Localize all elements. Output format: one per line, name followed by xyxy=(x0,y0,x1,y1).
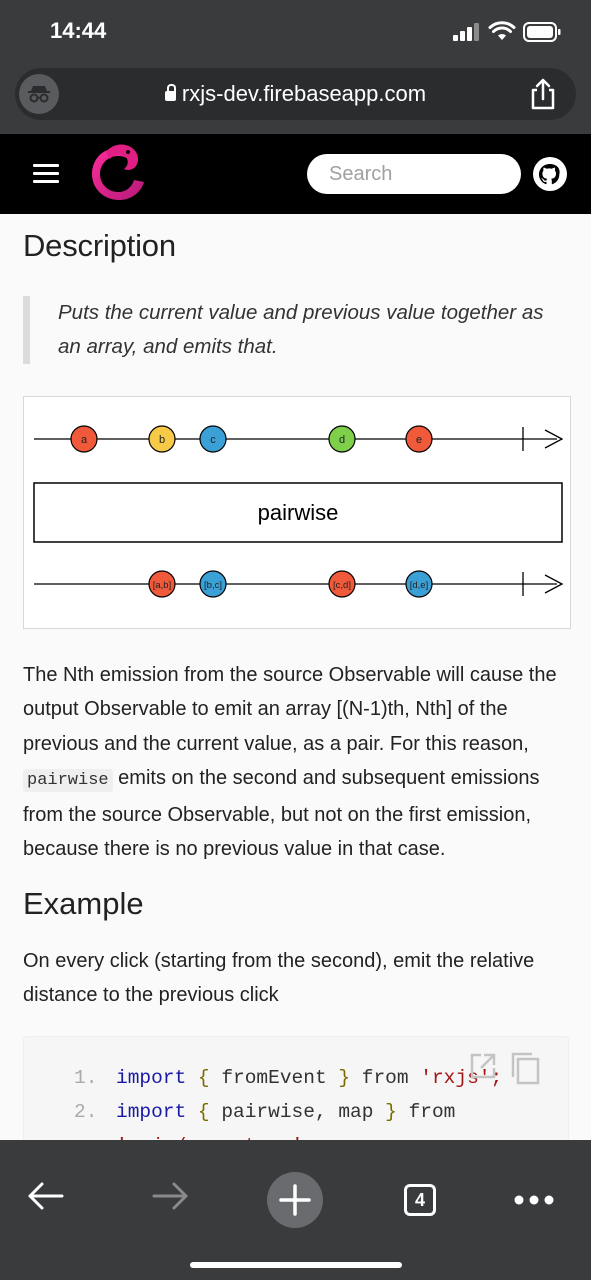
pair-marble-label: [a,b] xyxy=(152,580,172,591)
marble-svg xyxy=(24,397,570,628)
marble-label: b xyxy=(158,434,166,446)
url-domain: rxjs-dev.firebaseapp.com xyxy=(181,81,427,106)
para-text-1: The Nth emission from the source Observable will cause the output Observable to emit an array [(N-1)th, Nth] of the previous and the current value, as a pair. For this reason, xyxy=(23,664,557,755)
forward-button[interactable] xyxy=(142,1168,198,1224)
status-icons xyxy=(453,20,561,44)
marble-diagram xyxy=(23,396,571,629)
share-icon[interactable] xyxy=(528,78,558,110)
more-button[interactable] xyxy=(506,1172,562,1228)
marble-label: a xyxy=(80,434,88,446)
browser-url-area xyxy=(0,62,591,134)
plus-icon xyxy=(279,1184,311,1216)
open-external-icon[interactable] xyxy=(468,1051,498,1081)
marble-label: c xyxy=(210,434,216,446)
back-button[interactable] xyxy=(18,1168,74,1224)
url-bar[interactable] xyxy=(15,68,576,120)
search-input[interactable] xyxy=(307,154,521,194)
battery-icon xyxy=(523,22,561,42)
arrow-left-icon xyxy=(26,1180,66,1212)
url-text[interactable] xyxy=(15,81,576,107)
home-indicator xyxy=(190,1262,402,1268)
pair-marble-label: [d,e] xyxy=(409,580,429,591)
lock-icon xyxy=(165,91,176,101)
signal-icon xyxy=(453,23,481,41)
description-quote: Puts the current value and previous value together as an array, and emits that. xyxy=(23,296,569,364)
example-heading: Example xyxy=(23,886,144,921)
pair-marble-label: [c,d] xyxy=(333,580,351,591)
status-time: 14:44 xyxy=(50,18,107,43)
more-dots-icon xyxy=(514,1195,554,1205)
example-description: On every click (starting from the second), emit the relative distance to the previous click xyxy=(23,950,535,1007)
operator-label: pairwise xyxy=(257,500,339,525)
code-text: import { fromEvent } from 'rxjs'; xyxy=(116,1067,503,1089)
doc-content xyxy=(0,214,591,1140)
site-header xyxy=(0,134,591,214)
code-text: import { pairwise, map } from xyxy=(116,1101,456,1123)
arrow-right-icon xyxy=(150,1180,190,1212)
new-tab-button[interactable] xyxy=(267,1172,323,1228)
wifi-icon xyxy=(489,22,515,42)
marble-label: e xyxy=(415,434,423,446)
inline-code: pairwise xyxy=(23,769,113,792)
description-heading: Description xyxy=(23,228,176,263)
para-text-2: emits on the second and subsequent emissions from the source Observable, but not on the first emission, because there is no previous value in that case. xyxy=(23,766,540,861)
github-icon[interactable] xyxy=(532,156,568,192)
tab-count: 4 xyxy=(404,1184,436,1216)
marble-label: d xyxy=(338,434,346,446)
code-actions xyxy=(468,1051,540,1085)
menu-icon[interactable] xyxy=(33,164,59,184)
status-bar xyxy=(0,0,591,62)
line-number: 2. xyxy=(74,1101,98,1123)
tabs-button[interactable] xyxy=(392,1172,448,1228)
rxjs-logo[interactable] xyxy=(88,142,148,204)
pair-marble-label: [b,c] xyxy=(204,580,222,591)
line-number: 1. xyxy=(74,1067,98,1089)
copy-icon[interactable] xyxy=(510,1051,540,1085)
browser-toolbar xyxy=(0,1140,591,1280)
explanation-paragraph xyxy=(23,658,571,867)
